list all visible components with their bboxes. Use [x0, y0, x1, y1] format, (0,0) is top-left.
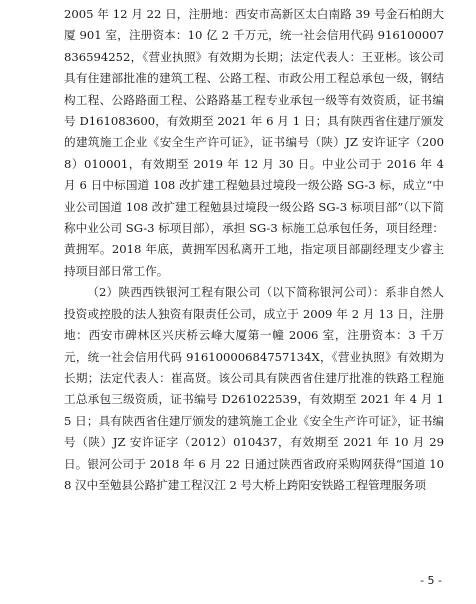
- page-number: - 5 -: [420, 574, 442, 587]
- paragraph-company-yinhe: （2）陕西西铁银河工程有限公司（以下简称银河公司）：系非自然人投资或控股的法人独资有限责任公司，成立于 2009 年 2 月 13 日，注册地：西安市碑林区兴庆桥云峰大厦第一幢 2006 室，注册资本：3 千万元，统一社会信用代码 91610000684757134X，《营业执照》有效期为长期；法定代表人：崔高贤。该公司具有陕西省住建厅批准的铁路工程施工总承包三级资质，证书编号 D261022539，有效期至 2021 年 4 月 15 日；具有陕西省住建厅颁发的建筑施工企业《安全生产许可证》，证书编号（陕）JZ 安许证字（2012）010437，有效期至 2021 年 10 月 29 日。银河公司于 2018 年 6 月 22 日通过陕西省政府采购网获得“国道 108 汉中至勉县公路扩建工程汉江 2 号大桥上跨阳安铁路工程管理服务项: [64, 285, 444, 492]
- paragraph-company-zhongye: 2005 年 12 月 22 日，注册地：西安市高新区太白南路 39 号金石柏朗大厦 901 室，注册资本：10 亿 2 千万元，统一社会信用代码 916100007836594252，《营业执照》有效期为长期；法定代表人：王亚彬。该公司具有住建部批准的建筑工程、公路工程、市政公用工程总承包一级，钢结构工程、公路路面工程、公路路基工程专业承包一级等有效资质，证书编号 D161083600，有效期至 2021 年 6 月 1 日；具有陕西省住建厅颁发的建筑施工企业《安全生产许可证》，证书编号（陕）JZ 安许证字（2008）010001，有效期至 2019 年 12 月 30 日。中业公司于 2016 年 4 月 6 日中标国道 108 改扩建工程勉县过境段一级公路 SG-3 标，成立“中业公司国道 108 改扩建工程勉县过境段一级公路 SG-3 标项目部”（以下简称中业公司 SG-3 标项目部），承担 SG-3 标施工总承包任务，项目经理：黄拥军。2018 年底，黄拥军因私离开工地，指定项目部副经理支少睿主持项目部日常工作。: [64, 7, 444, 278]
